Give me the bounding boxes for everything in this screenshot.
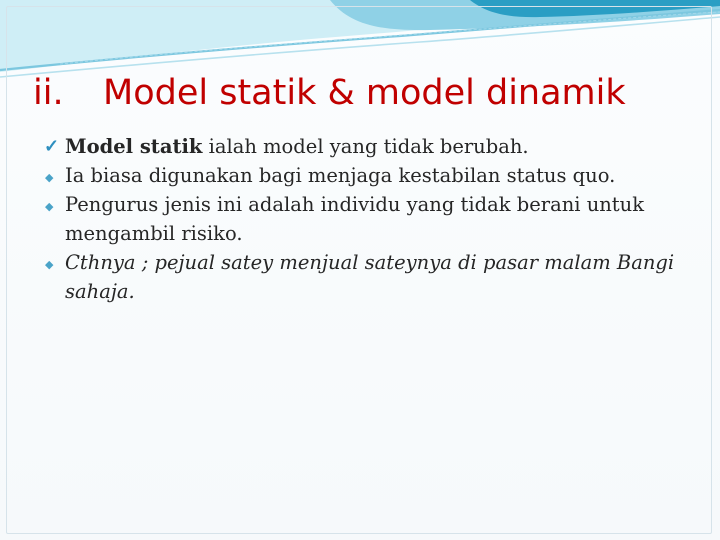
check-icon: ✓ bbox=[44, 136, 60, 157]
slide-title bbox=[33, 70, 713, 116]
list-item bbox=[44, 132, 704, 161]
title-text: Model statik & model dinamik bbox=[103, 73, 626, 113]
bullet-list bbox=[44, 132, 704, 306]
diamond-icon: ◆ bbox=[45, 258, 54, 271]
list-item bbox=[44, 248, 704, 306]
list-item bbox=[44, 190, 704, 248]
item-text: Cthnya ; pejual satey menjual sateynya di pasar malam Bangi sahaja. bbox=[65, 251, 675, 303]
list-item bbox=[44, 161, 704, 190]
item-text: ialah model yang tidak berubah. bbox=[202, 135, 529, 158]
item-text: Pengurus jenis ini adalah individu yang tidak berani untuk mengambil risiko. bbox=[65, 193, 645, 245]
diamond-icon: ◆ bbox=[45, 171, 54, 184]
item-bold-text: Model statik bbox=[65, 135, 203, 158]
item-text: Ia biasa digunakan bagi menjaga kestabilan status quo. bbox=[65, 164, 616, 187]
diamond-icon: ◆ bbox=[45, 200, 54, 213]
title-number: ii. bbox=[33, 73, 64, 113]
